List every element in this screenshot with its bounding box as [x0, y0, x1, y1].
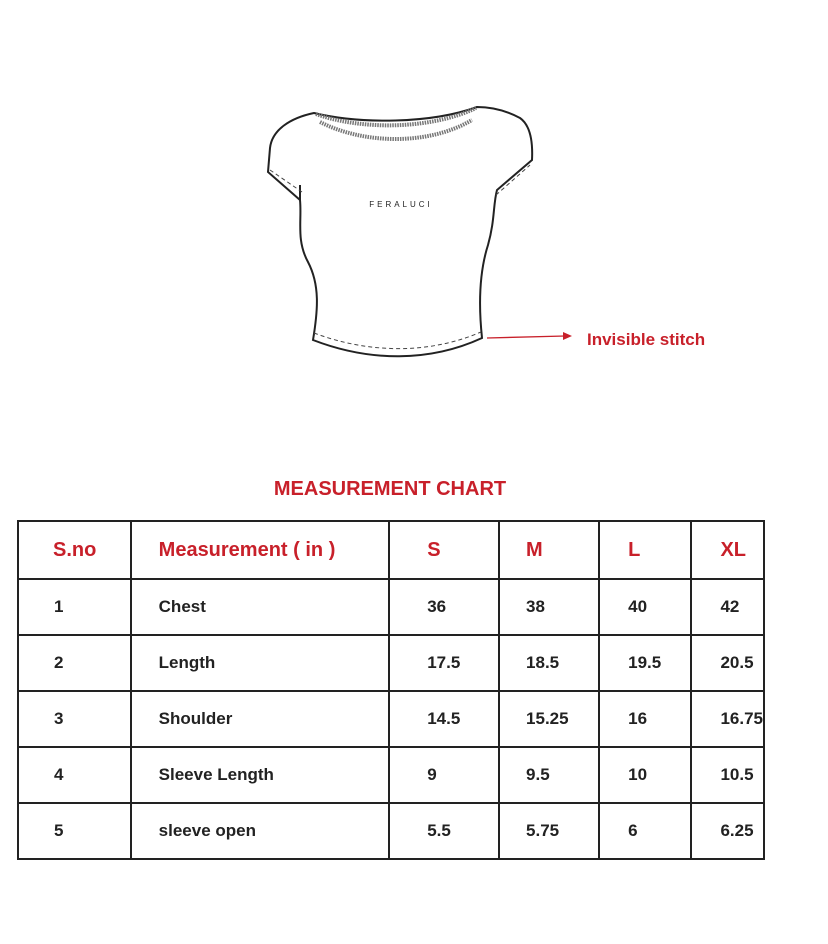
cell-l: 40 [599, 579, 691, 635]
cell-m: 9.5 [499, 747, 599, 803]
cell-s: 17.5 [389, 635, 499, 691]
cell-sno: 3 [18, 691, 131, 747]
table-row [18, 803, 764, 859]
cell-measurement: Chest [131, 579, 390, 635]
table-header-row [18, 521, 764, 579]
arrow-head-icon [563, 332, 572, 340]
header-l: L [599, 521, 691, 579]
cell-l: 16 [599, 691, 691, 747]
cell-sno: 5 [18, 803, 131, 859]
brand-print: FERALUCI [369, 200, 433, 209]
table-row [18, 579, 764, 635]
cell-l: 10 [599, 747, 691, 803]
cell-sno: 1 [18, 579, 131, 635]
cell-xl: 10.5 [691, 747, 764, 803]
header-m: M [499, 521, 599, 579]
header-measurement: Measurement ( in ) [131, 521, 390, 579]
table-row [18, 747, 764, 803]
chart-title: MEASUREMENT CHART [273, 478, 507, 500]
cell-s: 14.5 [389, 691, 499, 747]
cell-s: 36 [389, 579, 499, 635]
header-s: S [389, 521, 499, 579]
cell-xl: 16.75 [691, 691, 764, 747]
cell-m: 18.5 [499, 635, 599, 691]
cell-measurement: Sleeve Length [131, 747, 390, 803]
callout-arrow [487, 336, 565, 338]
invisible-stitch-label: Invisible stitch [587, 330, 706, 349]
cell-xl: 42 [691, 579, 764, 635]
cell-measurement: sleeve open [131, 803, 390, 859]
cell-xl: 20.5 [691, 635, 764, 691]
cell-s: 5.5 [389, 803, 499, 859]
cell-s: 9 [389, 747, 499, 803]
header-xl: XL [691, 521, 764, 579]
table-row [18, 691, 764, 747]
cell-sno: 2 [18, 635, 131, 691]
cell-m: 15.25 [499, 691, 599, 747]
table-row [18, 635, 764, 691]
tshirt-illustration [0, 0, 828, 420]
cell-l: 6 [599, 803, 691, 859]
cell-m: 5.75 [499, 803, 599, 859]
cell-measurement: Shoulder [131, 691, 390, 747]
cell-l: 19.5 [599, 635, 691, 691]
header-sno: S.no [18, 521, 131, 579]
cell-m: 38 [499, 579, 599, 635]
cell-measurement: Length [131, 635, 390, 691]
measurement-table [17, 520, 765, 860]
cell-xl: 6.25 [691, 803, 764, 859]
cell-sno: 4 [18, 747, 131, 803]
